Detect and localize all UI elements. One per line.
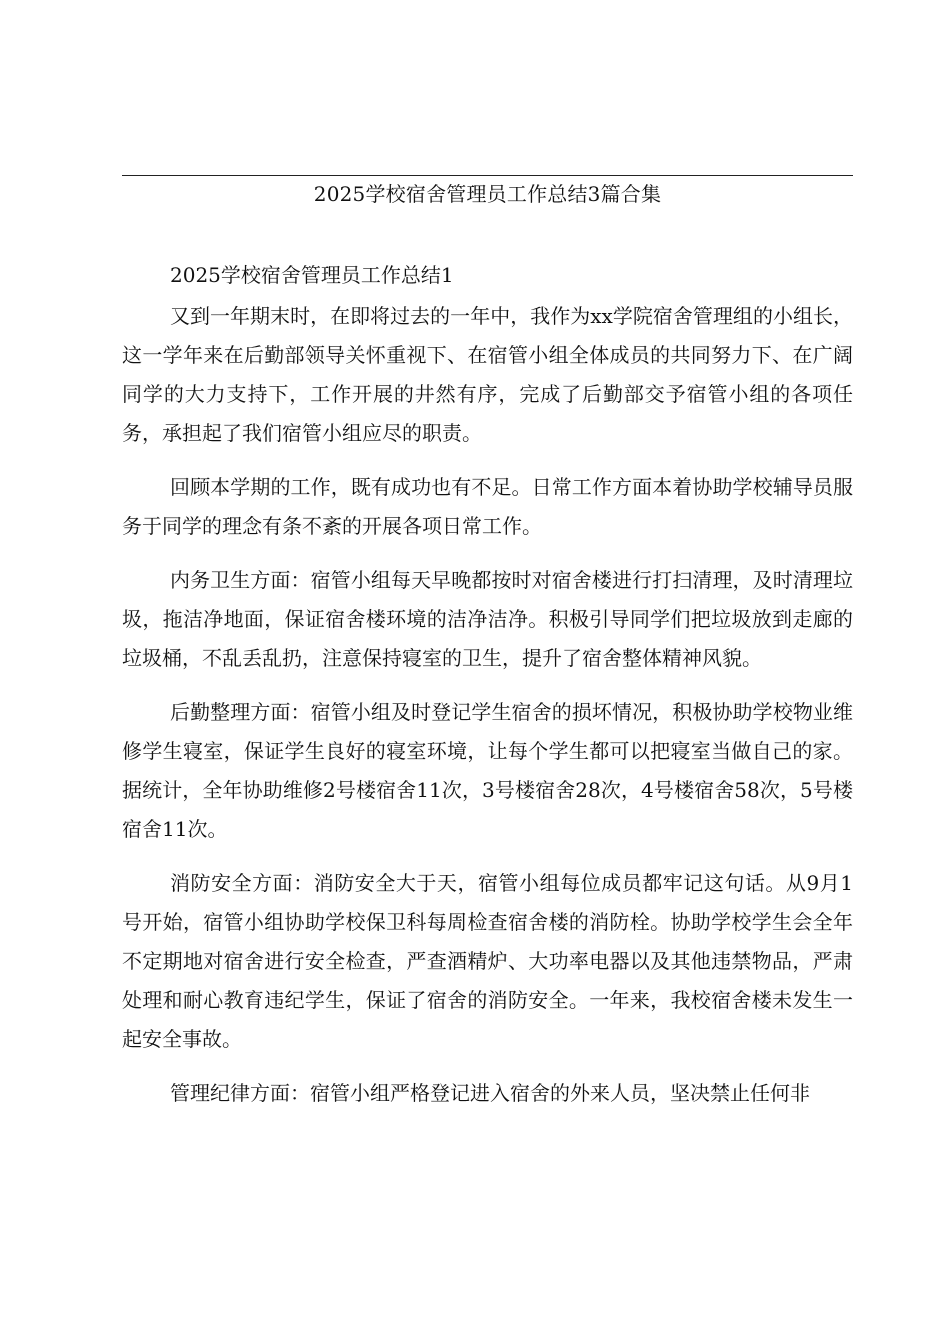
paragraph-fire-safety: 消防安全方面：消防安全大于天，宿管小组每位成员都牢记这句话。从9月1号开始，宿管小组协助学校保卫科每周检查宿舍楼的消防栓。协助学校学生会全年不定期地对宿舍进行安全检查，严查酒精炉、大功率电器以及其他违禁物品，严肃处理和耐心教育违纪学生，保证了宿舍的消防安全。一年来，我校宿舍楼未发生一起安全事故。 <box>122 871 853 1051</box>
paragraph-intro: 又到一年期末时，在即将过去的一年中，我作为xx学院宿舍管理组的小组长，这一学年来在后勤部领导关怀重视下、在宿管小组全体成员的共同努力下、在广阔同学的大力支持下，工作开展的井然有序，完成了后勤部交予宿管小组的各项任务，承担起了我们宿管小组应尽的职责。 <box>122 304 853 445</box>
header-rule <box>122 175 853 176</box>
paragraph-review: 回顾本学期的工作，既有成功也有不足。日常工作方面本着协助学校辅导员服务于同学的理念有条不紊的开展各项日常工作。 <box>122 475 853 538</box>
paragraph-logistics: 后勤整理方面：宿管小组及时登记学生宿舍的损坏情况，积极协助学校物业维修学生寝室，保证学生良好的寝室环境，让每个学生都可以把寝室当做自己的家。据统计，全年协助维修2号楼宿舍11次，3号楼宿舍28次，4号楼宿舍58次，5号楼宿舍11次。 <box>122 700 853 841</box>
document-title: 2025学校宿舍管理员工作总结3篇合集 <box>313 182 662 206</box>
document-body <box>122 258 853 1128</box>
paragraph-discipline: 管理纪律方面：宿管小组严格登记进入宿舍的外来人员，坚决禁止任何非 <box>170 1081 810 1105</box>
section-heading: 2025学校宿舍管理员工作总结1 <box>170 263 454 287</box>
paragraph-hygiene: 内务卫生方面：宿管小组每天早晚都按时对宿舍楼进行打扫清理，及时清理垃圾，拖洁净地面，保证宿舍楼环境的洁净洁净。积极引导同学们把垃圾放到走廊的垃圾桶，不乱丢乱扔，注意保持寝室的卫生，提升了宿舍整体精神风貌。 <box>122 568 853 670</box>
